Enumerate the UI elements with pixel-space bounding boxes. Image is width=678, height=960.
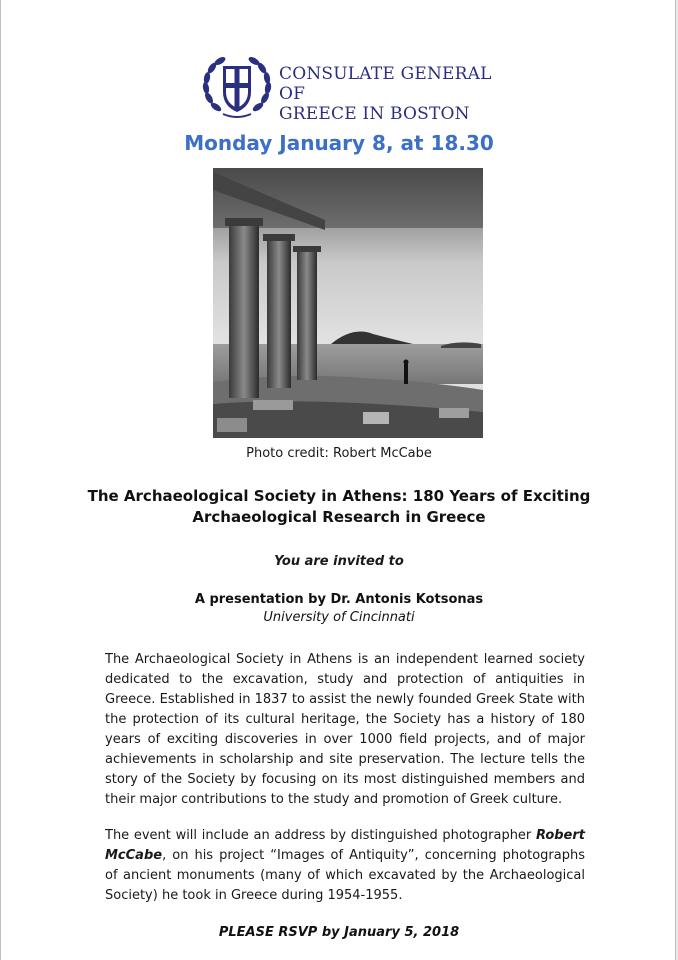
consulate-name-line1: CONSULATE GENERAL OF xyxy=(279,64,492,104)
event-details-rest: , on his project “Images of Antiquity”, concerning photographs of ancient monuments (many of which excavated by the Archaeological Society) he took in Greece during 1954-1955. xyxy=(105,848,585,903)
talk-title xyxy=(41,486,637,528)
consulate-name xyxy=(279,64,521,124)
talk-title-line1: The Archaeological Society in Athens: 180 Years of Exciting xyxy=(87,487,591,505)
greek-coat-of-arms-seal-icon xyxy=(201,52,273,120)
event-details-intro: The event will include an address by distinguished photographer xyxy=(105,828,536,843)
temple-of-poseidon-photo xyxy=(213,168,483,438)
photographer-name: Robert McCabe xyxy=(105,828,585,863)
talk-title-line2: Archaeological Research in Greece xyxy=(192,508,486,526)
invitation-text: You are invited to xyxy=(274,554,404,569)
photo-credit: Photo credit: Robert McCabe xyxy=(246,446,432,461)
header xyxy=(201,52,521,122)
presenter-line: A presentation by Dr. Antonis Kotsonas xyxy=(194,592,484,607)
consulate-name-line2: GREECE IN BOSTON xyxy=(279,104,470,124)
event-date-time: Monday January 8, at 18.30 xyxy=(184,131,494,155)
presenter-affiliation: University of Cincinnati xyxy=(263,610,415,625)
rsvp-deadline: PLEASE RSVP by January 5, 2018 xyxy=(218,925,460,940)
event-details-paragraph xyxy=(105,826,585,906)
description-paragraph: The Archaeological Society in Athens is an independent learned society dedicated to the excavation, study and protection of antiquities in Greece. Established in 1837 to assist the newly founded Greek State with the protection of its cultural heritage, the Society has a history of 180 years of exciting discoveries in over 1000 field projects, and of major achievements in scholarship and site preservation. The lecture tells the story of the Society by focusing on its most distinguished members and their major contributions to the study and promotion of Greek culture. xyxy=(105,652,585,807)
